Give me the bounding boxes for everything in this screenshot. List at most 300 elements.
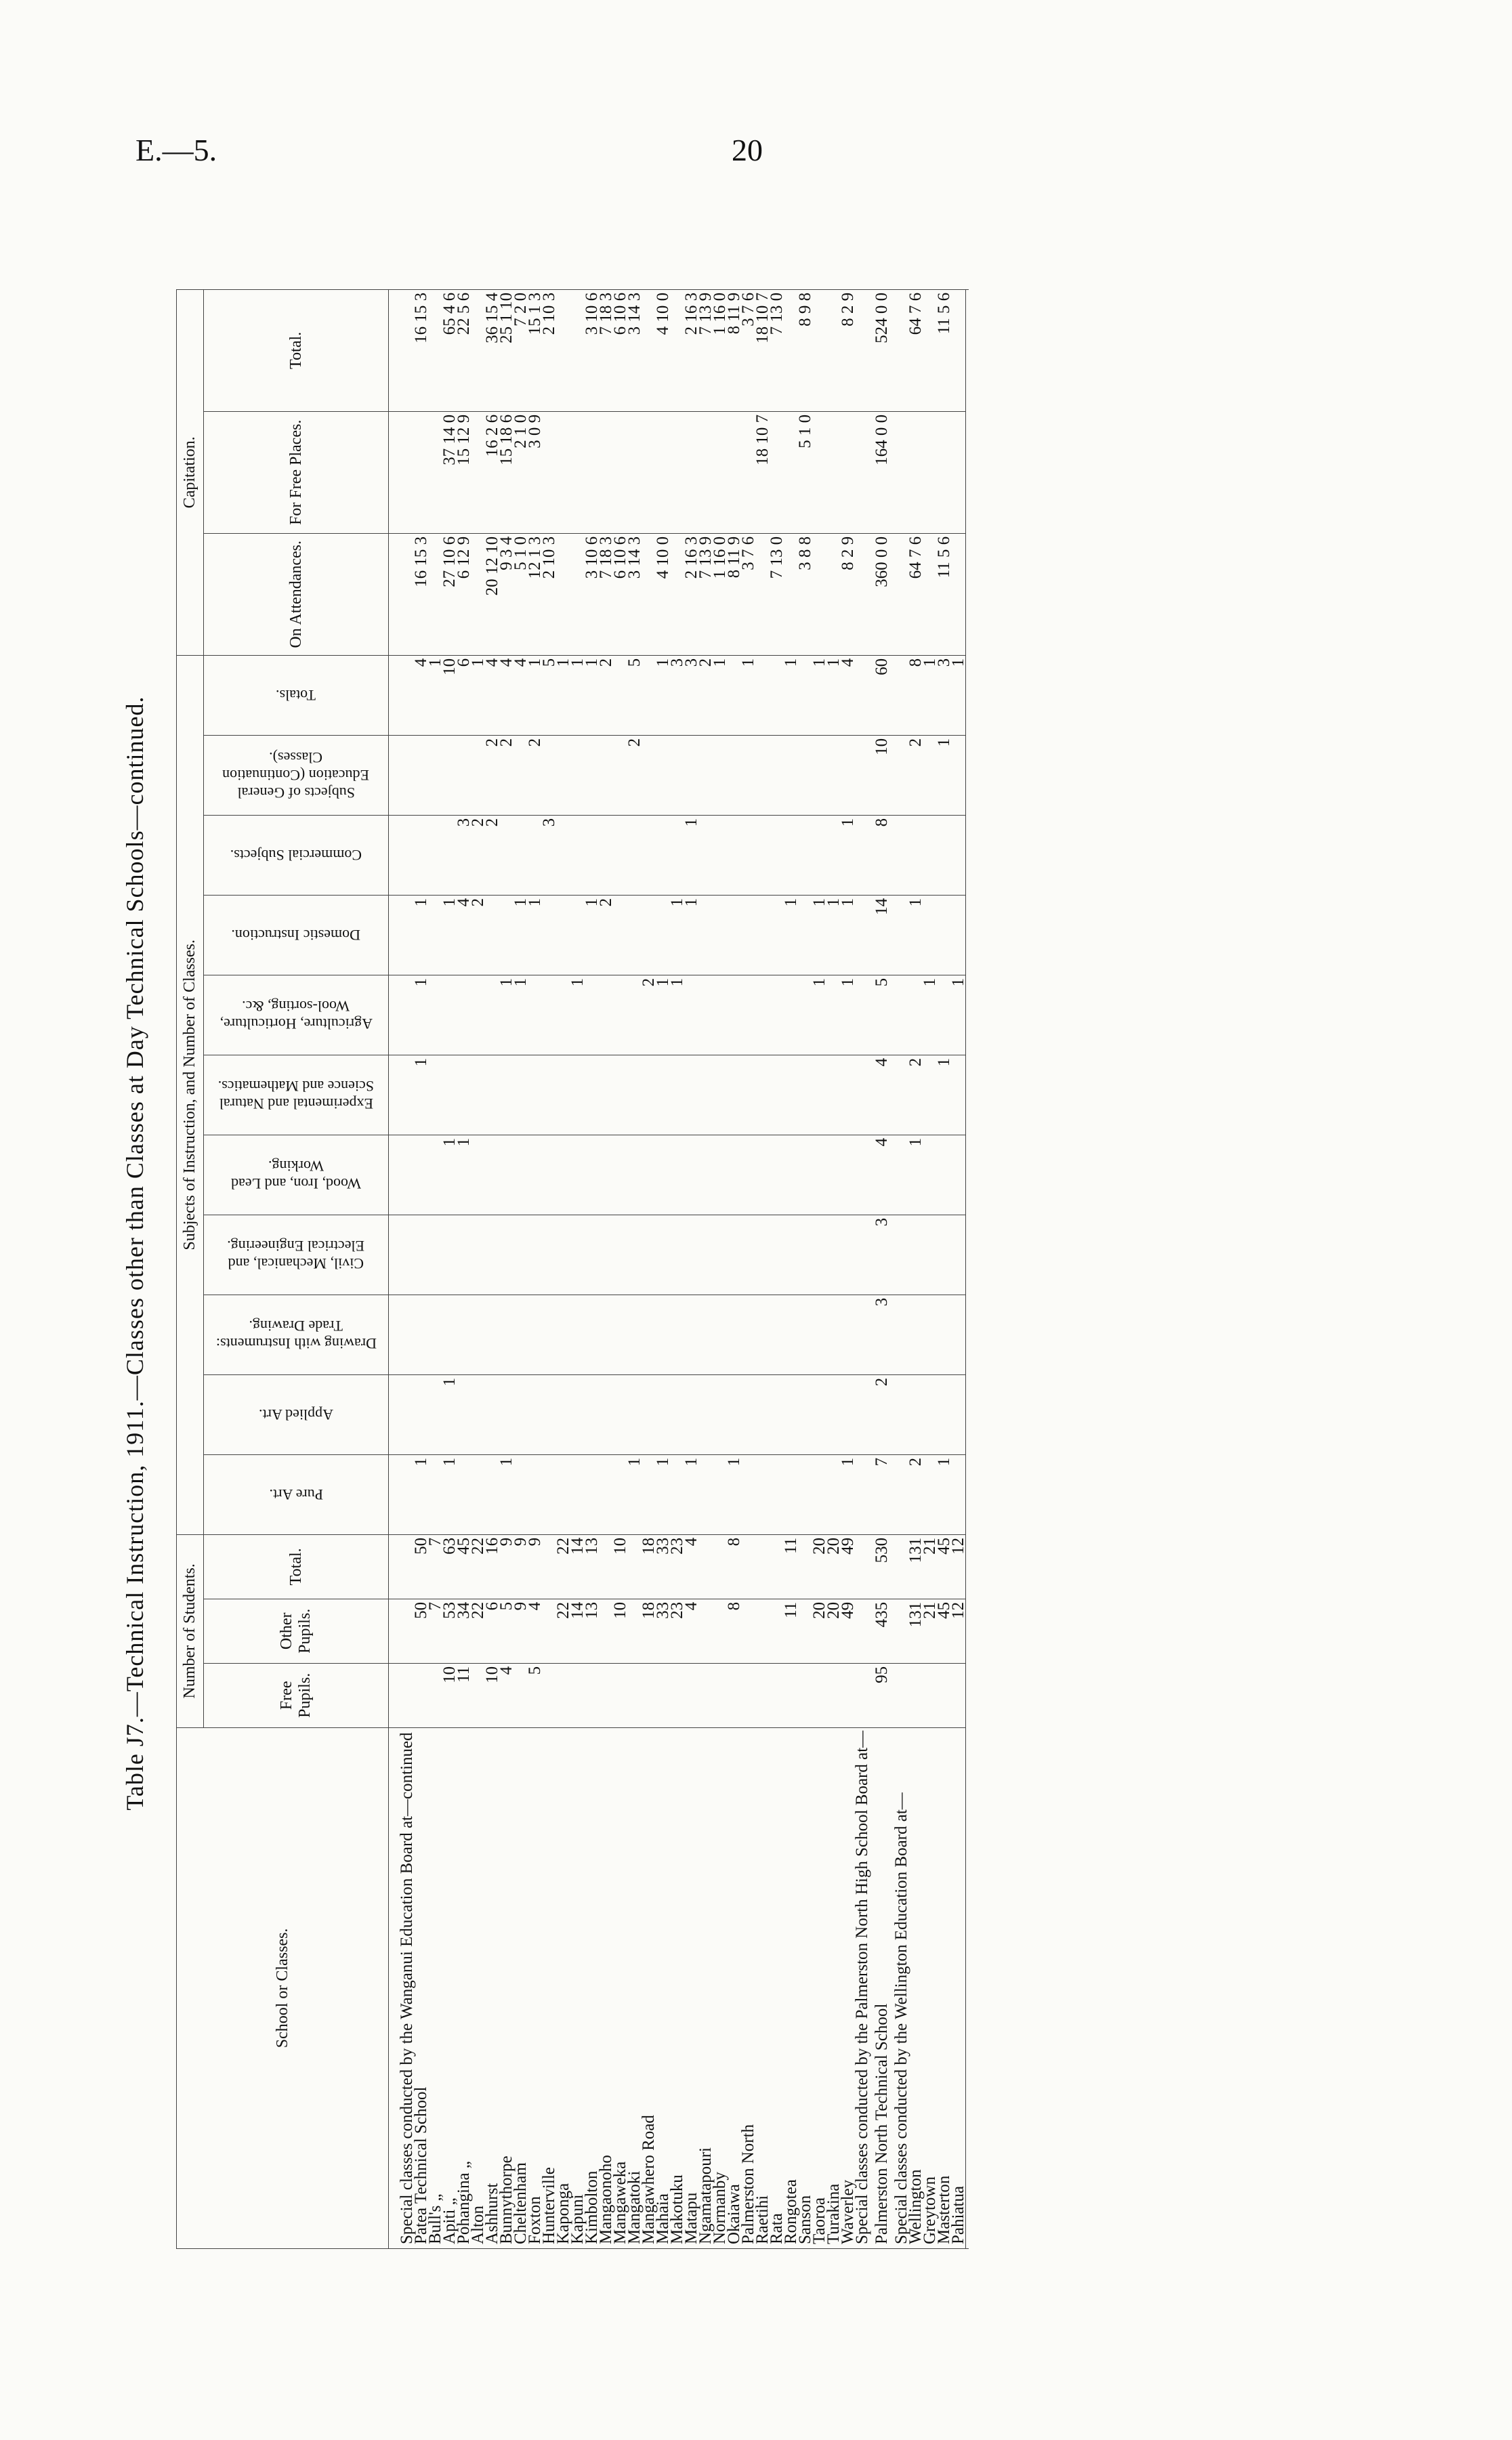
school-name-cell: Alton <box>471 1727 485 2248</box>
value-cell-total: 7 <box>428 1534 442 1599</box>
value-cell-dom <box>894 895 908 975</box>
value-cell-draw <box>428 1295 442 1374</box>
value-cell-free: 95 <box>869 1663 894 1727</box>
value-cell-total: 14 <box>570 1534 585 1599</box>
value-cell-draw <box>784 1295 798 1374</box>
value-cell-exp <box>642 1055 656 1135</box>
value-cell-ct: 4 10 0 <box>656 289 670 411</box>
value-cell-applied: 1 <box>442 1374 457 1454</box>
value-cell-tot <box>755 655 770 735</box>
value-cell-free <box>698 1663 713 1727</box>
value-cell-other: 22 <box>471 1599 485 1663</box>
value-cell-pure <box>670 1454 684 1534</box>
value-cell-exp <box>513 1055 528 1135</box>
value-cell-ct: 36 15 4 <box>485 289 499 411</box>
value-cell-agri <box>457 975 471 1055</box>
value-cell-exp <box>727 1055 741 1135</box>
value-cell-agri <box>485 975 499 1055</box>
value-cell-comm <box>798 815 812 895</box>
value-cell-tot: 1 <box>471 655 485 735</box>
value-cell-exp <box>442 1055 457 1135</box>
value-cell-total: 4 <box>684 1534 698 1599</box>
value-cell-wood <box>727 1135 741 1215</box>
school-name-cell: Ashhurst <box>485 1727 499 2248</box>
col-other-pupils: Other Pupils. <box>204 1599 389 1663</box>
value-cell-comm <box>627 815 642 895</box>
value-cell-civil <box>670 1215 684 1295</box>
value-cell-wood <box>798 1135 812 1215</box>
value-cell-comm <box>770 815 784 895</box>
value-cell-fp: 5 1 0 <box>798 411 812 533</box>
value-cell-exp <box>585 1055 599 1135</box>
value-cell-fp <box>812 411 826 533</box>
value-cell-exp <box>499 1055 513 1135</box>
value-cell-gen <box>826 735 841 815</box>
value-cell-civil <box>855 1215 869 1295</box>
value-cell-comm: 8 <box>869 815 894 895</box>
value-cell-applied <box>457 1374 471 1454</box>
value-cell-applied <box>713 1374 727 1454</box>
value-cell-total: 45 <box>937 1534 951 1599</box>
value-cell-free <box>855 1663 869 1727</box>
value-cell-applied <box>855 1374 869 1454</box>
value-cell-att: 2 16 3 <box>684 533 698 655</box>
value-cell-tot: 6 <box>457 655 471 735</box>
value-cell-gen: 10 <box>869 735 894 815</box>
value-cell-dom <box>428 895 442 975</box>
value-cell-pure: 1 <box>727 1454 741 1534</box>
school-name-cell: Raetihi <box>755 1727 770 2248</box>
table-group-heading-row <box>894 289 908 2248</box>
col-engineering: Civil, Mechanical, and Electrical Engineering. <box>204 1215 389 1295</box>
value-cell-pure <box>528 1454 542 1534</box>
value-cell-draw <box>698 1295 713 1374</box>
value-cell-exp <box>599 1055 613 1135</box>
value-cell-other: 34 <box>457 1599 471 1663</box>
value-cell-pure <box>457 1454 471 1534</box>
value-cell-wood: 1 <box>908 1135 923 1215</box>
value-cell-comm <box>499 815 513 895</box>
value-cell-wood <box>923 1135 937 1215</box>
value-cell-pure <box>485 1454 499 1534</box>
value-cell-draw <box>727 1295 741 1374</box>
value-cell-other: 49 <box>841 1599 855 1663</box>
value-cell-draw <box>755 1295 770 1374</box>
value-cell-ct: 64 7 6 <box>908 289 923 411</box>
value-cell-total: 20 <box>812 1534 826 1599</box>
value-cell-total: 12 <box>951 1534 966 1599</box>
value-cell-ct: 22 5 6 <box>457 289 471 411</box>
value-cell-draw <box>627 1295 642 1374</box>
value-cell-dom: 1 <box>908 895 923 975</box>
value-cell-att: 12 1 3 <box>528 533 542 655</box>
value-cell-dom: 1 <box>812 895 826 975</box>
value-cell-ct: 524 0 0 <box>869 289 894 411</box>
table-row <box>826 289 841 2248</box>
col-free-places: For Free Places. <box>204 411 389 533</box>
school-name-cell: Apiti „ <box>442 1727 457 2248</box>
value-cell-fp <box>770 411 784 533</box>
table-row <box>613 289 627 2248</box>
value-cell-pure <box>389 1454 415 1534</box>
table-row <box>485 289 499 2248</box>
school-name-cell: Kaponga <box>556 1727 570 2248</box>
school-name-cell: Wellington <box>908 1727 923 2248</box>
value-cell-fp <box>656 411 670 533</box>
value-cell-agri <box>428 975 442 1055</box>
value-cell-att: 3 14 3 <box>627 533 642 655</box>
value-cell-gen <box>784 735 798 815</box>
table-row <box>414 289 428 2248</box>
value-cell-gen <box>513 735 528 815</box>
value-cell-civil <box>471 1215 485 1295</box>
value-cell-other: 435 <box>869 1599 894 1663</box>
value-cell-ct: 65 4 6 <box>442 289 457 411</box>
value-cell-civil <box>570 1215 585 1295</box>
value-cell-exp <box>741 1055 755 1135</box>
value-cell-free <box>727 1663 741 1727</box>
value-cell-civil <box>556 1215 570 1295</box>
value-cell-total <box>389 1534 415 1599</box>
value-cell-gen <box>442 735 457 815</box>
value-cell-free <box>656 1663 670 1727</box>
value-cell-ct: 25 1 10 <box>499 289 513 411</box>
value-cell-total <box>855 1534 869 1599</box>
value-cell-applied <box>485 1374 499 1454</box>
table-row <box>599 289 613 2248</box>
value-cell-free <box>826 1663 841 1727</box>
value-cell-fp: 164 0 0 <box>869 411 894 533</box>
value-cell-free <box>670 1663 684 1727</box>
value-cell-dom <box>755 895 770 975</box>
value-cell-agri <box>585 975 599 1055</box>
table-row <box>727 289 741 2248</box>
value-cell-civil <box>908 1215 923 1295</box>
value-cell-draw <box>442 1295 457 1374</box>
value-cell-wood <box>599 1135 613 1215</box>
value-cell-civil <box>937 1215 951 1295</box>
value-cell-tot: 2 <box>698 655 713 735</box>
table-row <box>627 289 642 2248</box>
value-cell-gen <box>457 735 471 815</box>
value-cell-ct: 3 7 6 <box>741 289 755 411</box>
value-cell-draw <box>798 1295 812 1374</box>
value-cell-civil <box>713 1215 727 1295</box>
value-cell-other: 12 <box>951 1599 966 1663</box>
value-cell-wood <box>951 1135 966 1215</box>
value-cell-dom <box>613 895 627 975</box>
value-cell-draw: 3 <box>869 1295 894 1374</box>
value-cell-applied <box>684 1374 698 1454</box>
school-name-cell: Cheltenham <box>513 1727 528 2248</box>
value-cell-dom <box>556 895 570 975</box>
value-cell-applied <box>556 1374 570 1454</box>
value-cell-agri: 1 <box>841 975 855 1055</box>
value-cell-tot: 1 <box>656 655 670 735</box>
value-cell-dom <box>727 895 741 975</box>
value-cell-tot: 1 <box>741 655 755 735</box>
value-cell-att: 6 12 9 <box>457 533 471 655</box>
value-cell-civil <box>684 1215 698 1295</box>
value-cell-comm <box>528 815 542 895</box>
value-cell-draw <box>670 1295 684 1374</box>
value-cell-pure <box>826 1454 841 1534</box>
page-header <box>135 132 1423 173</box>
value-cell-fp <box>642 411 656 533</box>
value-cell-exp <box>826 1055 841 1135</box>
value-cell-agri <box>471 975 485 1055</box>
value-cell-pure <box>855 1454 869 1534</box>
value-cell-total: 8 <box>727 1534 741 1599</box>
value-cell-comm <box>923 815 937 895</box>
value-cell-ct: 11 5 6 <box>937 289 951 411</box>
value-cell-wood <box>613 1135 627 1215</box>
value-cell-gen: 2 <box>908 735 923 815</box>
value-cell-free <box>570 1663 585 1727</box>
value-cell-comm <box>826 815 841 895</box>
value-cell-gen <box>755 735 770 815</box>
value-cell-civil <box>755 1215 770 1295</box>
value-cell-dom <box>389 895 415 975</box>
value-cell-agri <box>713 975 727 1055</box>
value-cell-applied <box>670 1374 684 1454</box>
value-cell-civil <box>389 1215 415 1295</box>
value-cell-agri <box>727 975 741 1055</box>
value-cell-ct: 7 2 0 <box>513 289 528 411</box>
table-row <box>741 289 755 2248</box>
col-drawing: Drawing with Instruments: Trade Drawing. <box>204 1295 389 1374</box>
value-cell-wood <box>570 1135 585 1215</box>
value-cell-comm <box>656 815 670 895</box>
value-cell-free <box>585 1663 599 1727</box>
value-cell-applied <box>499 1374 513 1454</box>
value-cell-civil <box>826 1215 841 1295</box>
value-cell-applied <box>528 1374 542 1454</box>
value-cell-applied <box>812 1374 826 1454</box>
value-cell-other: 11 <box>784 1599 798 1663</box>
value-cell-civil <box>513 1215 528 1295</box>
value-cell-agri <box>826 975 841 1055</box>
value-cell-dom <box>485 895 499 975</box>
value-cell-civil <box>599 1215 613 1295</box>
value-cell-other: 8 <box>727 1599 741 1663</box>
value-cell-att: 7 18 3 <box>599 533 613 655</box>
value-cell-other <box>855 1599 869 1663</box>
value-cell-agri: 1 <box>670 975 684 1055</box>
value-cell-draw <box>713 1295 727 1374</box>
value-cell-pure: 1 <box>684 1454 698 1534</box>
value-cell-pure <box>951 1454 966 1534</box>
value-cell-draw <box>855 1295 869 1374</box>
value-cell-pure <box>642 1454 656 1534</box>
value-cell-exp <box>812 1055 826 1135</box>
value-cell-comm <box>755 815 770 895</box>
value-cell-agri <box>528 975 542 1055</box>
value-cell-applied <box>826 1374 841 1454</box>
value-cell-tot: 2 <box>599 655 613 735</box>
value-cell-draw <box>513 1295 528 1374</box>
value-cell-draw <box>485 1295 499 1374</box>
value-cell-att: 4 10 0 <box>656 533 670 655</box>
school-name-cell: Rata <box>770 1727 784 2248</box>
value-cell-total: 22 <box>556 1534 570 1599</box>
value-cell-agri: 1 <box>414 975 428 1055</box>
value-cell-applied <box>642 1374 656 1454</box>
school-name-cell: Pahiatua <box>951 1727 966 2248</box>
value-cell-exp <box>713 1055 727 1135</box>
value-cell-free <box>770 1663 784 1727</box>
value-cell-comm <box>570 815 585 895</box>
value-cell-comm <box>585 815 599 895</box>
value-cell-pure <box>428 1454 442 1534</box>
table-row <box>951 289 966 2248</box>
value-cell-ct: 7 13 0 <box>770 289 784 411</box>
value-cell-free <box>741 1663 755 1727</box>
value-cell-ct <box>556 289 570 411</box>
value-cell-applied <box>613 1374 627 1454</box>
table-row <box>713 289 727 2248</box>
value-cell-pure <box>570 1454 585 1534</box>
value-cell-comm <box>670 815 684 895</box>
value-cell-civil <box>770 1215 784 1295</box>
value-cell-free <box>599 1663 613 1727</box>
value-cell-tot: 3 <box>937 655 951 735</box>
table-row <box>556 289 570 2248</box>
value-cell-wood <box>414 1135 428 1215</box>
value-cell-draw <box>951 1295 966 1374</box>
value-cell-pure <box>556 1454 570 1534</box>
value-cell-ct: 6 10 6 <box>613 289 627 411</box>
value-cell-gen <box>741 735 755 815</box>
value-cell-pure <box>599 1454 613 1534</box>
value-cell-free <box>642 1663 656 1727</box>
value-cell-other: 20 <box>826 1599 841 1663</box>
value-cell-fp: 18 10 7 <box>755 411 770 533</box>
table-caption: Table J7.—Technical Instruction, 1911.—Classes other than Classes at Day Technical Schools—continued. <box>121 696 148 1811</box>
table-row <box>755 289 770 2248</box>
value-cell-comm: 1 <box>841 815 855 895</box>
value-cell-dom: 1 <box>528 895 542 975</box>
value-cell-tot <box>894 655 908 735</box>
value-cell-applied <box>542 1374 556 1454</box>
school-name-cell: Special classes conducted by the Palmerston North High School Board at— <box>855 1727 869 2248</box>
value-cell-tot: 1 <box>556 655 570 735</box>
col-group-subjects: Subjects of Instruction, and Number of Classes. <box>177 655 204 1534</box>
value-cell-att: 3 7 6 <box>741 533 755 655</box>
value-cell-free <box>542 1663 556 1727</box>
school-name-cell: Waverley <box>841 1727 855 2248</box>
value-cell-att: 27 10 6 <box>442 533 457 655</box>
value-cell-gen: 1 <box>937 735 951 815</box>
value-cell-applied: 2 <box>869 1374 894 1454</box>
school-name-cell: Mangawhero Road <box>642 1727 656 2248</box>
value-cell-civil <box>741 1215 755 1295</box>
school-name-cell: Mahaia <box>656 1727 670 2248</box>
table-row <box>798 289 812 2248</box>
value-cell-gen <box>613 735 627 815</box>
value-cell-ct: 16 15 3 <box>414 289 428 411</box>
value-cell-gen <box>727 735 741 815</box>
value-cell-free <box>784 1663 798 1727</box>
school-name-cell: Normanby <box>713 1727 727 2248</box>
value-cell-exp: 2 <box>908 1055 923 1135</box>
value-cell-pure <box>713 1454 727 1534</box>
value-cell-comm <box>698 815 713 895</box>
value-cell-wood <box>755 1135 770 1215</box>
value-cell-agri: 1 <box>499 975 513 1055</box>
document-code: E.—5. <box>135 133 217 167</box>
value-cell-applied <box>951 1374 966 1454</box>
value-cell-att: 3 8 8 <box>798 533 812 655</box>
value-cell-draw <box>570 1295 585 1374</box>
value-cell-tot: 1 <box>812 655 826 735</box>
value-cell-ct: 15 1 3 <box>528 289 542 411</box>
value-cell-gen <box>855 735 869 815</box>
value-cell-free <box>613 1663 627 1727</box>
value-cell-gen <box>951 735 966 815</box>
value-cell-agri: 1 <box>951 975 966 1055</box>
table-row <box>642 289 656 2248</box>
value-cell-total: 13 <box>585 1534 599 1599</box>
value-cell-other: 6 <box>485 1599 499 1663</box>
school-name-cell: Turakina <box>826 1727 841 2248</box>
value-cell-applied <box>908 1374 923 1454</box>
value-cell-wood <box>656 1135 670 1215</box>
value-cell-dom <box>855 895 869 975</box>
col-domestic: Domestic Instruction. <box>204 895 389 975</box>
value-cell-gen <box>698 735 713 815</box>
value-cell-fp <box>542 411 556 533</box>
value-cell-tot: 4 <box>414 655 428 735</box>
value-cell-dom: 1 <box>585 895 599 975</box>
value-cell-agri: 1 <box>656 975 670 1055</box>
value-cell-draw <box>542 1295 556 1374</box>
value-cell-att: 9 3 4 <box>499 533 513 655</box>
value-cell-other: 20 <box>812 1599 826 1663</box>
value-cell-ct <box>389 289 415 411</box>
value-cell-wood <box>812 1135 826 1215</box>
table-row <box>908 289 923 2248</box>
school-name-cell: Taoroa <box>812 1727 826 2248</box>
value-cell-exp <box>457 1055 471 1135</box>
value-cell-dom: 1 <box>684 895 698 975</box>
value-cell-pure <box>471 1454 485 1534</box>
value-cell-fp <box>855 411 869 533</box>
value-cell-comm <box>951 815 966 895</box>
value-cell-civil <box>428 1215 442 1295</box>
value-cell-pure <box>542 1454 556 1534</box>
value-cell-att: 20 12 10 <box>485 533 499 655</box>
value-cell-draw <box>471 1295 485 1374</box>
table-group-heading-row <box>389 289 415 2248</box>
value-cell-total: 9 <box>528 1534 542 1599</box>
value-cell-civil: 3 <box>869 1215 894 1295</box>
value-cell-total: 49 <box>841 1534 855 1599</box>
value-cell-tot: 3 <box>684 655 698 735</box>
value-cell-wood <box>528 1135 542 1215</box>
value-cell-comm <box>784 815 798 895</box>
value-cell-draw <box>599 1295 613 1374</box>
value-cell-wood <box>389 1135 415 1215</box>
value-cell-att: 1 16 0 <box>713 533 727 655</box>
value-cell-gen <box>556 735 570 815</box>
value-cell-total <box>741 1534 755 1599</box>
value-cell-fp <box>670 411 684 533</box>
value-cell-other <box>698 1599 713 1663</box>
table-group-heading-row <box>855 289 869 2248</box>
value-cell-comm <box>513 815 528 895</box>
value-cell-comm <box>727 815 741 895</box>
